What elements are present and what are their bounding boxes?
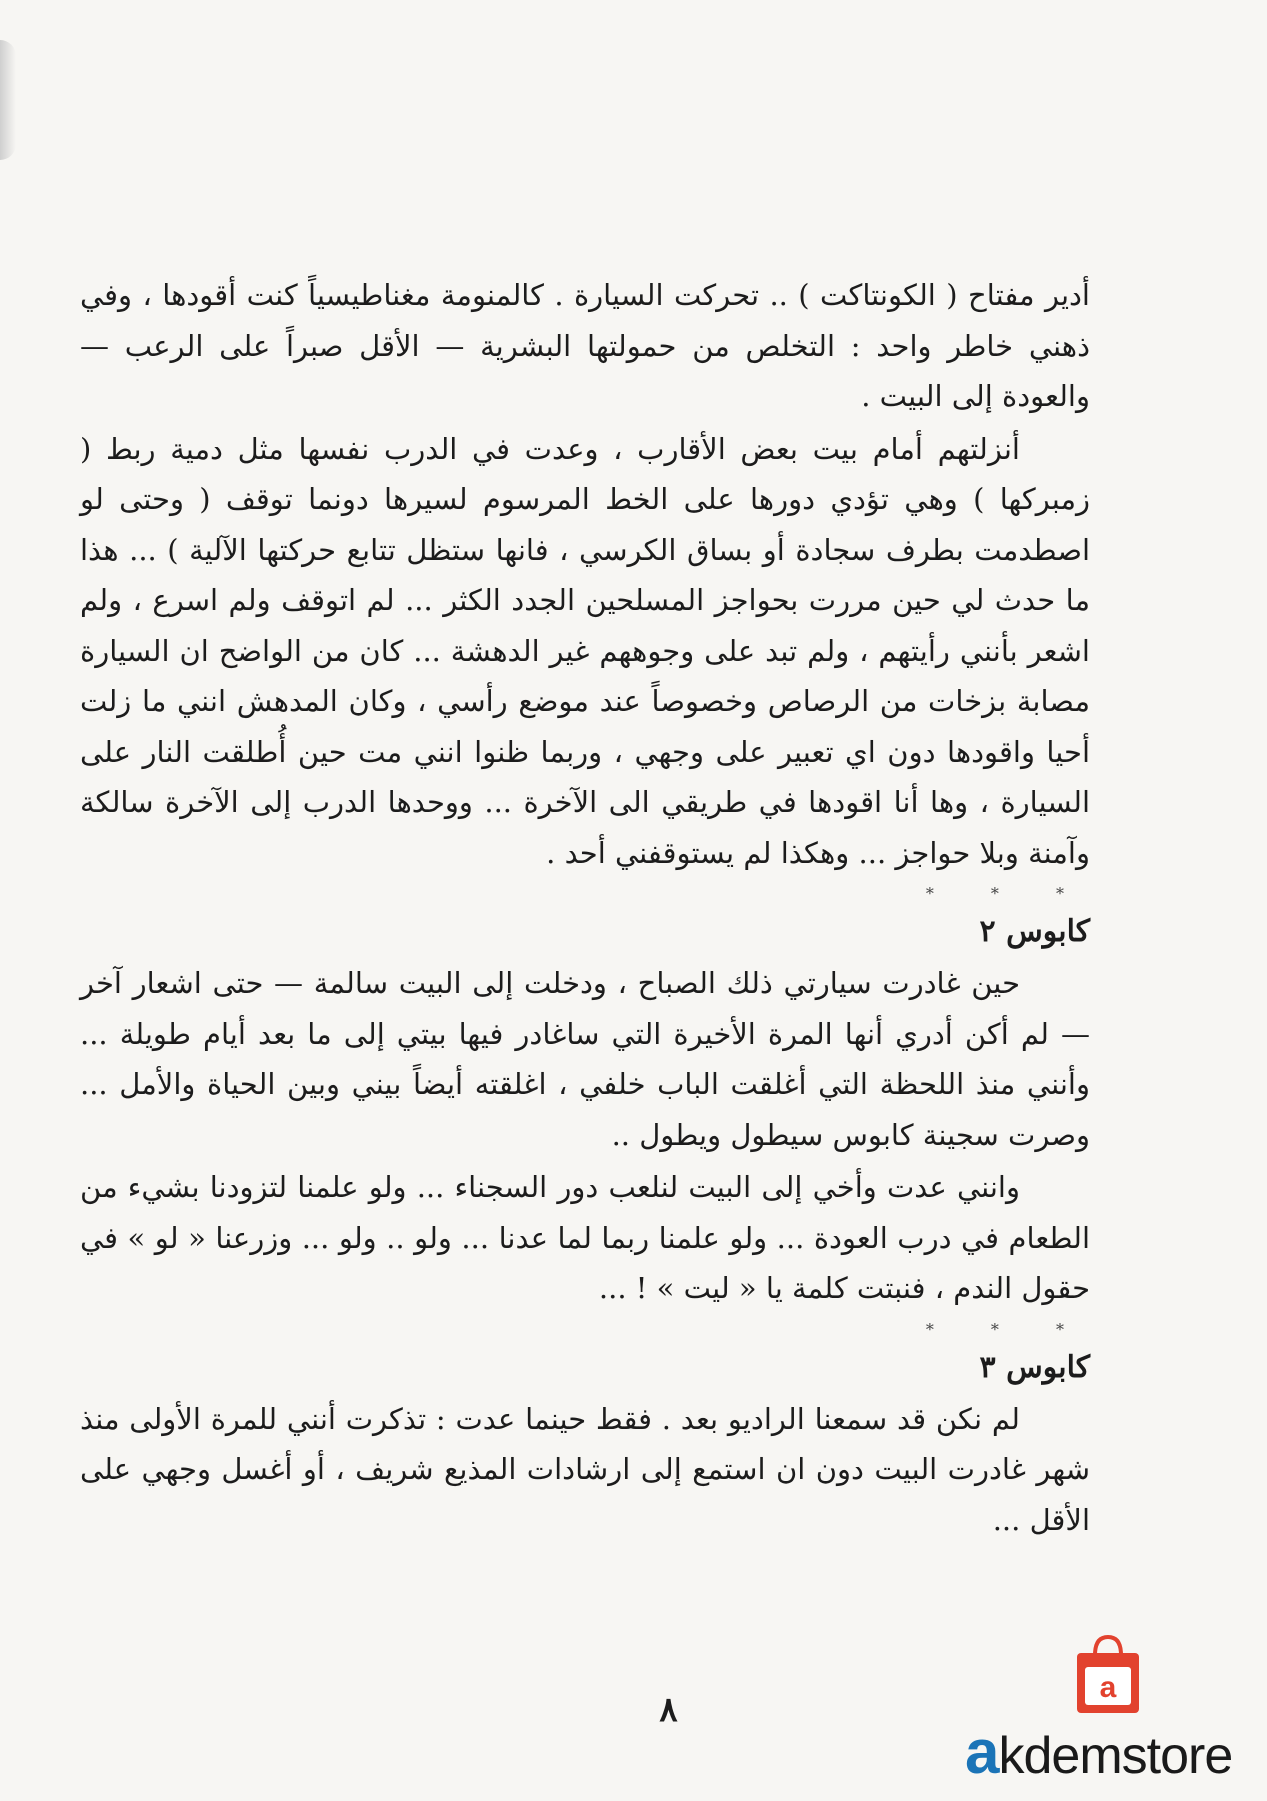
paragraph-4: وانني عدت وأخي إلى البيت لنلعب دور السجناء ... ولو علمنا لتزودنا بشيء من الطعام في درب العودة ... ولو علمنا ربما لما عدنا ... ولو .. ولو ... وزرعنا « لو » في حقول الندم ، فنبتت كلمة يا « ليت » ! ... [80, 1170, 1090, 1305]
page-number: ٨ [659, 1690, 678, 1730]
paragraph-1: أدير مفتاح ( الكونتاكت ) .. تحركت السيارة . كالمنومة مغناطيسياً كنت أقودها ، وفي ذهني خاطر واحد : التخلص من حمولتها البشرية — الأقل صبراً على الرعب — والعودة إلى البيت . [80, 278, 1090, 413]
section-separator: * * * [925, 884, 1090, 903]
page-edge-shadow [0, 40, 16, 160]
paragraph-5: لم نكن قد سمعنا الراديو بعد . فقط حينما عدت : تذكرت أنني للمرة الأولى منذ شهر غادرت البيت دون ان استمع إلى ارشادات المذيع شريف ، أو أغسل وجهي على الأقل ... [80, 1401, 1090, 1537]
section-heading-3: كابوس ٣ [979, 1349, 1090, 1385]
section-heading-2: كابوس ٢ [979, 914, 1090, 949]
svg-text:a: a [1099, 1671, 1117, 1704]
shopping-bag-logo-icon [1073, 1631, 1143, 1715]
store-watermark-text: akdemstore [965, 1718, 1233, 1787]
store-watermark [965, 1625, 1267, 1801]
section-separator: * * * [925, 1319, 1090, 1339]
page-body [80, 270, 1090, 1547]
paragraph-2: أنزلتهم أمام بيت بعض الأقارب ، وعدت في الدرب نفسها مثل دمية ربط ( زمبركها ) وهي تؤدي دورها على الخط المرسوم لسيرها دونما توقف ( وحتى لو اصطدمت بطرف سجادة أو بساق الكرسي ، فانها ستظل تتابع حركتها الآلية ) ... هذا ما حدث لي حين مررت بحواجز المسلحين الجدد الكثر ... لم اتوقف ولم اسرع ، ولم اشعر بأنني رأيتهم ، ولم تبد على وجوههم غير الدهشة ... كان من الواضح ان السيارة مصابة بزخات من الرصاص وخصوصاً عند موضع رأسي ، وكان المدهش انني ما زلت أحيا واقودها دون اي تعبير على وجهي ، وربما ظنوا انني مت حين أُطلقت النار على السيارة ، وها أنا اقودها في طريقي الى الآخرة ... ووحدها الدرب إلى الآخرة سالكة وآمنة وبلا حواجز ... وهكذا لم يستوقفني أحد . [80, 431, 1090, 870]
paragraph-3: حين غادرت سيارتي ذلك الصباح ، ودخلت إلى البيت سالمة — حتى اشعار آخر — لم أكن أدري أنها المرة الأخيرة التي ساغادر فيها بيتي إلى ما بعد أيام طويلة ... وأنني منذ اللحظة التي أغلقت الباب خلفي ، اغلقته أيضاً بيني وبين الحياة والأمل ... وصرت سجينة كابوس سيطول ويطول .. [80, 966, 1090, 1152]
